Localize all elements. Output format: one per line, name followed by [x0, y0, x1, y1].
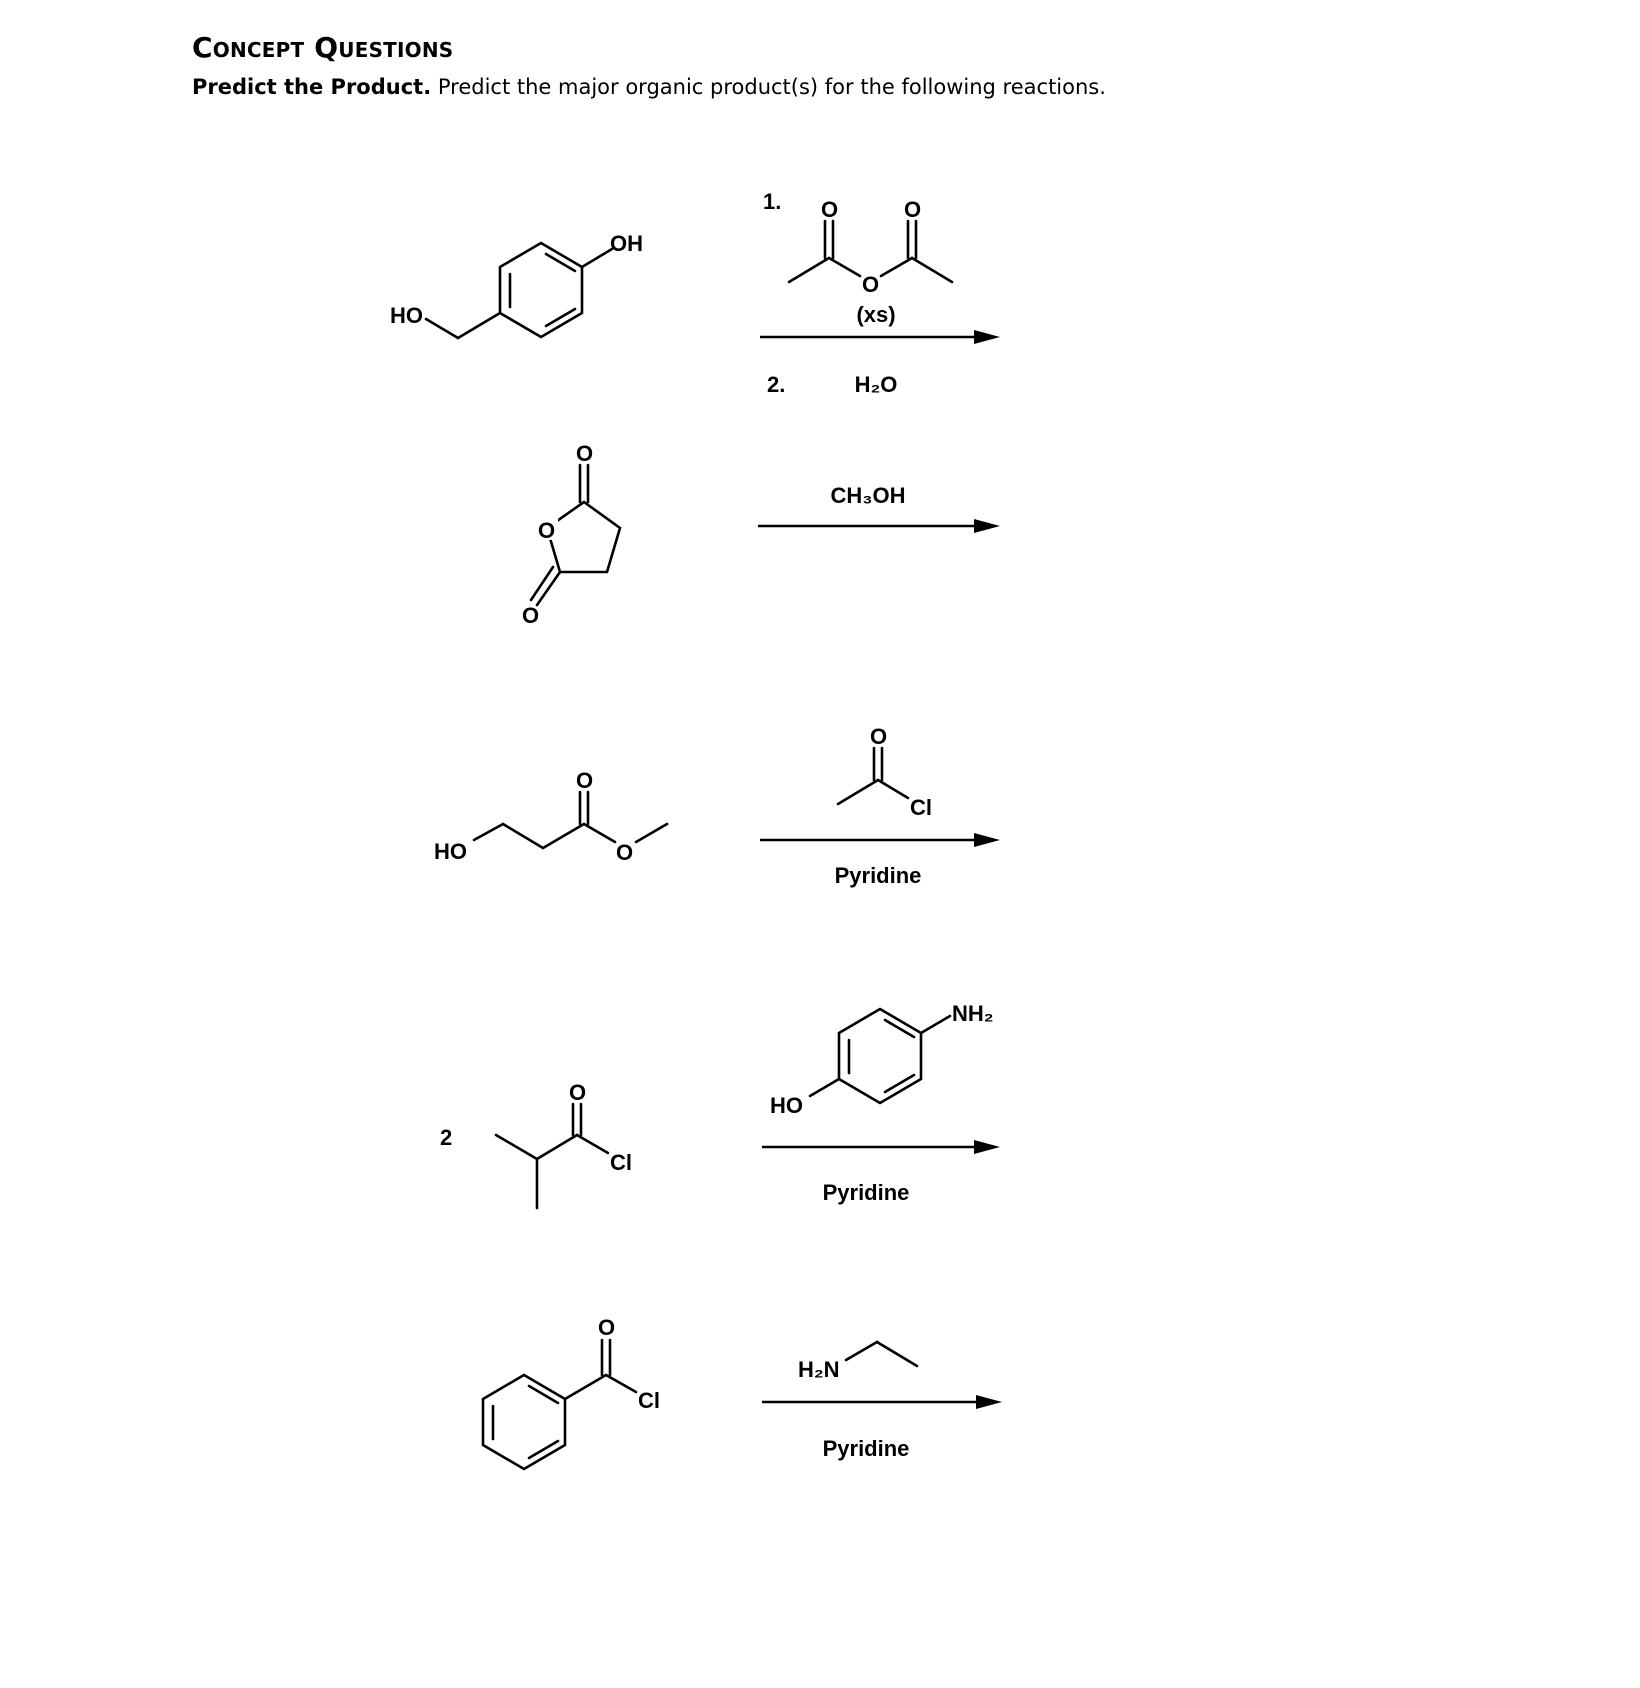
arrow-head	[974, 519, 1000, 533]
hydroxyl-label: HO	[390, 303, 423, 328]
chlorine-label: Cl	[610, 1150, 632, 1175]
acetic-anhydride-structure	[789, 197, 952, 297]
reaction-5	[483, 1315, 1002, 1469]
succinic-anhydride-structure	[522, 441, 620, 628]
ring-oxygen-label: O	[538, 518, 556, 543]
carbonyl-oxygen-label: O	[576, 768, 594, 793]
amine-label: NH₂	[952, 1001, 994, 1026]
excess-note: (xs)	[856, 302, 896, 327]
chlorine-label: Cl	[638, 1388, 660, 1413]
ester-oxygen-label: O	[616, 840, 634, 865]
pyridine-conditions: Pyridine	[822, 1180, 910, 1205]
page-title: Concept Questions	[192, 31, 454, 64]
ethylamine-structure	[798, 1342, 917, 1382]
bridging-oxygen-label: O	[862, 272, 880, 297]
step-1-number: 1.	[763, 189, 782, 214]
reaction-1	[390, 189, 1000, 397]
carbonyl-oxygen-label: O	[569, 1080, 587, 1105]
step-2-number: 2.	[767, 372, 786, 397]
aminophenol-structure	[770, 1001, 994, 1118]
carbonyl-oxygen-label: O	[522, 603, 540, 628]
hydroxyl-label: HO	[770, 1093, 803, 1118]
water-reagent: H₂O	[854, 372, 898, 397]
acetyl-chloride-structure	[838, 724, 932, 820]
arrow-head	[974, 1140, 1000, 1154]
methanol-reagent: CH₃OH	[830, 483, 906, 508]
carbonyl-oxygen-label: O	[576, 441, 594, 466]
carbonyl-oxygen-label: O	[870, 724, 888, 749]
pyridine-conditions: Pyridine	[822, 1436, 910, 1461]
stoichiometric-coefficient: 2	[440, 1125, 453, 1150]
instructions-lead: Predict the Product.	[192, 75, 432, 99]
carbonyl-oxygen-label: O	[821, 197, 839, 222]
phenol-hydroxyl-label: OH	[610, 231, 643, 256]
arrow-head	[976, 1395, 1002, 1409]
carbonyl-oxygen-label: O	[904, 197, 922, 222]
benzoyl-chloride-structure	[483, 1315, 660, 1469]
pyridine-conditions: Pyridine	[834, 863, 922, 888]
reaction-3	[434, 724, 1000, 888]
reaction-2	[522, 441, 1000, 628]
reaction-1-substrate	[390, 231, 643, 338]
hydroxyl-label: HO	[434, 839, 467, 864]
carbonyl-oxygen-label: O	[598, 1315, 616, 1340]
arrow-head	[974, 833, 1000, 847]
instructions-text: Predict the major organic product(s) for the following reactions.	[437, 75, 1106, 99]
arrow-head	[974, 330, 1000, 344]
reaction-3-substrate	[434, 768, 667, 865]
amine-label: H₂N	[798, 1357, 840, 1382]
reaction-4	[440, 1001, 1000, 1208]
isobutyryl-chloride-structure	[496, 1080, 632, 1208]
chlorine-label: Cl	[910, 795, 932, 820]
